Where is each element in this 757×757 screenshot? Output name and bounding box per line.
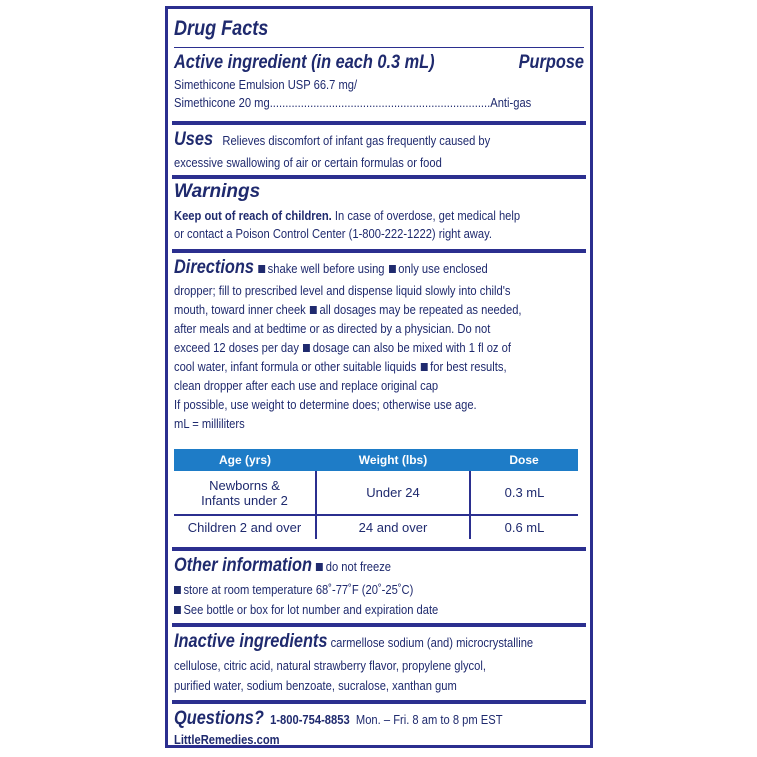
purpose-heading: Purpose xyxy=(518,52,584,73)
col-age: Age (yrs) xyxy=(174,449,316,471)
leader-dots: ....................................................................... xyxy=(269,95,491,110)
directions-line-9: mL = milliliters xyxy=(174,416,245,431)
questions-hours: Mon. – Fri. 8 am to 8 pm EST xyxy=(355,712,503,727)
directions-text: shake well before using xyxy=(267,261,385,276)
other-info-heading: Other information xyxy=(174,555,312,576)
inactive-text: carmellose sodium (and) microcrystalline xyxy=(330,635,534,650)
active-line-1: Simethicone Emulsion USP 66.7 mg/ xyxy=(174,77,358,92)
keep-out-of-reach: Keep out of reach of children. xyxy=(174,208,332,223)
directions-line-1 xyxy=(174,259,488,277)
dosage-table xyxy=(174,449,578,539)
age-cell xyxy=(174,471,316,515)
age-text: Infants under 2 xyxy=(201,492,288,508)
directions-line-8: If possible, use weight to determine does; otherwise use age. xyxy=(174,397,477,412)
other-text: do not freeze xyxy=(325,559,392,574)
questions-section xyxy=(172,700,586,704)
active-line-2 xyxy=(174,94,578,111)
warnings-heading: Warnings xyxy=(174,181,261,202)
inactive-line-1 xyxy=(174,633,533,651)
col-dose: Dose xyxy=(470,449,578,471)
warnings-section xyxy=(172,175,586,179)
uses-section xyxy=(172,121,586,125)
directions-line-3 xyxy=(174,301,522,318)
bullet-icon xyxy=(258,265,265,273)
warnings-line-2: or contact a Poison Control Center (1-800-222-1222) right away. xyxy=(174,226,492,241)
age-text: Newborns & xyxy=(209,477,280,493)
bullet-icon xyxy=(310,306,317,314)
directions-line-4: after meals and at bedtime or as directed by a physician. Do not xyxy=(174,321,491,336)
directions-section xyxy=(172,249,586,253)
title-divider xyxy=(174,47,584,48)
weight-cell: 24 and over xyxy=(316,515,470,539)
inactive-section xyxy=(172,623,586,627)
warnings-line-1 xyxy=(174,207,520,224)
uses-heading: Uses xyxy=(174,129,214,150)
bullet-icon xyxy=(174,586,181,594)
directions-line-5 xyxy=(174,339,511,356)
directions-line-7: clean dropper after each use and replace original cap xyxy=(174,378,439,393)
table-row xyxy=(174,471,578,515)
website-link[interactable]: LittleRemedies.com xyxy=(174,732,280,747)
questions-line-1 xyxy=(174,710,503,728)
drug-facts-panel xyxy=(165,6,593,748)
col-weight: Weight (lbs) xyxy=(316,449,470,471)
bullet-icon xyxy=(316,563,323,571)
directions-line-6 xyxy=(174,358,507,375)
directions-text: dosage can also be mixed with 1 fl oz of xyxy=(312,340,511,355)
other-line-2 xyxy=(174,581,413,598)
dose-cell: 0.3 mL xyxy=(470,471,578,515)
inactive-line-3: purified water, sodium benzoate, sucralose, xanthan gum xyxy=(174,678,457,693)
directions-heading: Directions xyxy=(174,257,254,278)
uses-text-1: Relieves discomfort of infant gas frequently caused by xyxy=(222,133,491,148)
other-line-3 xyxy=(174,601,438,618)
active-ingredient-heading: Active ingredient (in each 0.3 mL) xyxy=(174,52,435,73)
dose-cell: 0.6 mL xyxy=(504,520,545,535)
bullet-icon xyxy=(303,344,310,352)
uses-line-2: excessive swallowing of air or certain formulas or food xyxy=(174,155,442,170)
directions-text: for best results, xyxy=(430,359,507,374)
dosage-table-header xyxy=(174,449,578,471)
directions-text: cool water, infant formula or other suitable liquids xyxy=(174,359,417,374)
other-text: See bottle or box for lot number and expiration date xyxy=(183,602,439,617)
other-info-section xyxy=(172,547,586,551)
other-text: store at room temperature 68˚-77˚F (20˚-25˚C) xyxy=(183,582,414,597)
bullet-icon xyxy=(421,363,428,371)
age-cell: Children 2 and over xyxy=(174,515,316,539)
warnings-text-1: In case of overdose, get medical help xyxy=(334,208,521,223)
directions-text: all dosages may be repeated as needed, xyxy=(319,302,522,317)
directions-text: mouth, toward inner cheek xyxy=(174,302,306,317)
questions-heading: Questions? xyxy=(174,708,264,729)
questions-phone: 1-800-754-8853 xyxy=(270,712,350,727)
inactive-heading: Inactive ingredients xyxy=(174,631,328,652)
weight-cell: Under 24 xyxy=(316,471,470,515)
directions-text: exceed 12 doses per day xyxy=(174,340,299,355)
active-ingredient-name: Simethicone 20 mg xyxy=(174,95,270,110)
inactive-line-2: cellulose, citric acid, natural strawberry flavor, propylene glycol, xyxy=(174,658,486,673)
other-line-1 xyxy=(174,557,391,575)
bullet-icon xyxy=(389,265,396,273)
bullet-icon xyxy=(174,606,181,614)
uses-line-1 xyxy=(174,131,490,149)
table-row xyxy=(174,515,578,539)
purpose-value: Anti-gas xyxy=(490,95,532,110)
directions-text: only use enclosed xyxy=(398,261,488,276)
drug-facts-title: Drug Facts xyxy=(174,17,269,40)
directions-line-2: dropper; fill to prescribed level and dispense liquid slowly into child's xyxy=(174,283,511,298)
